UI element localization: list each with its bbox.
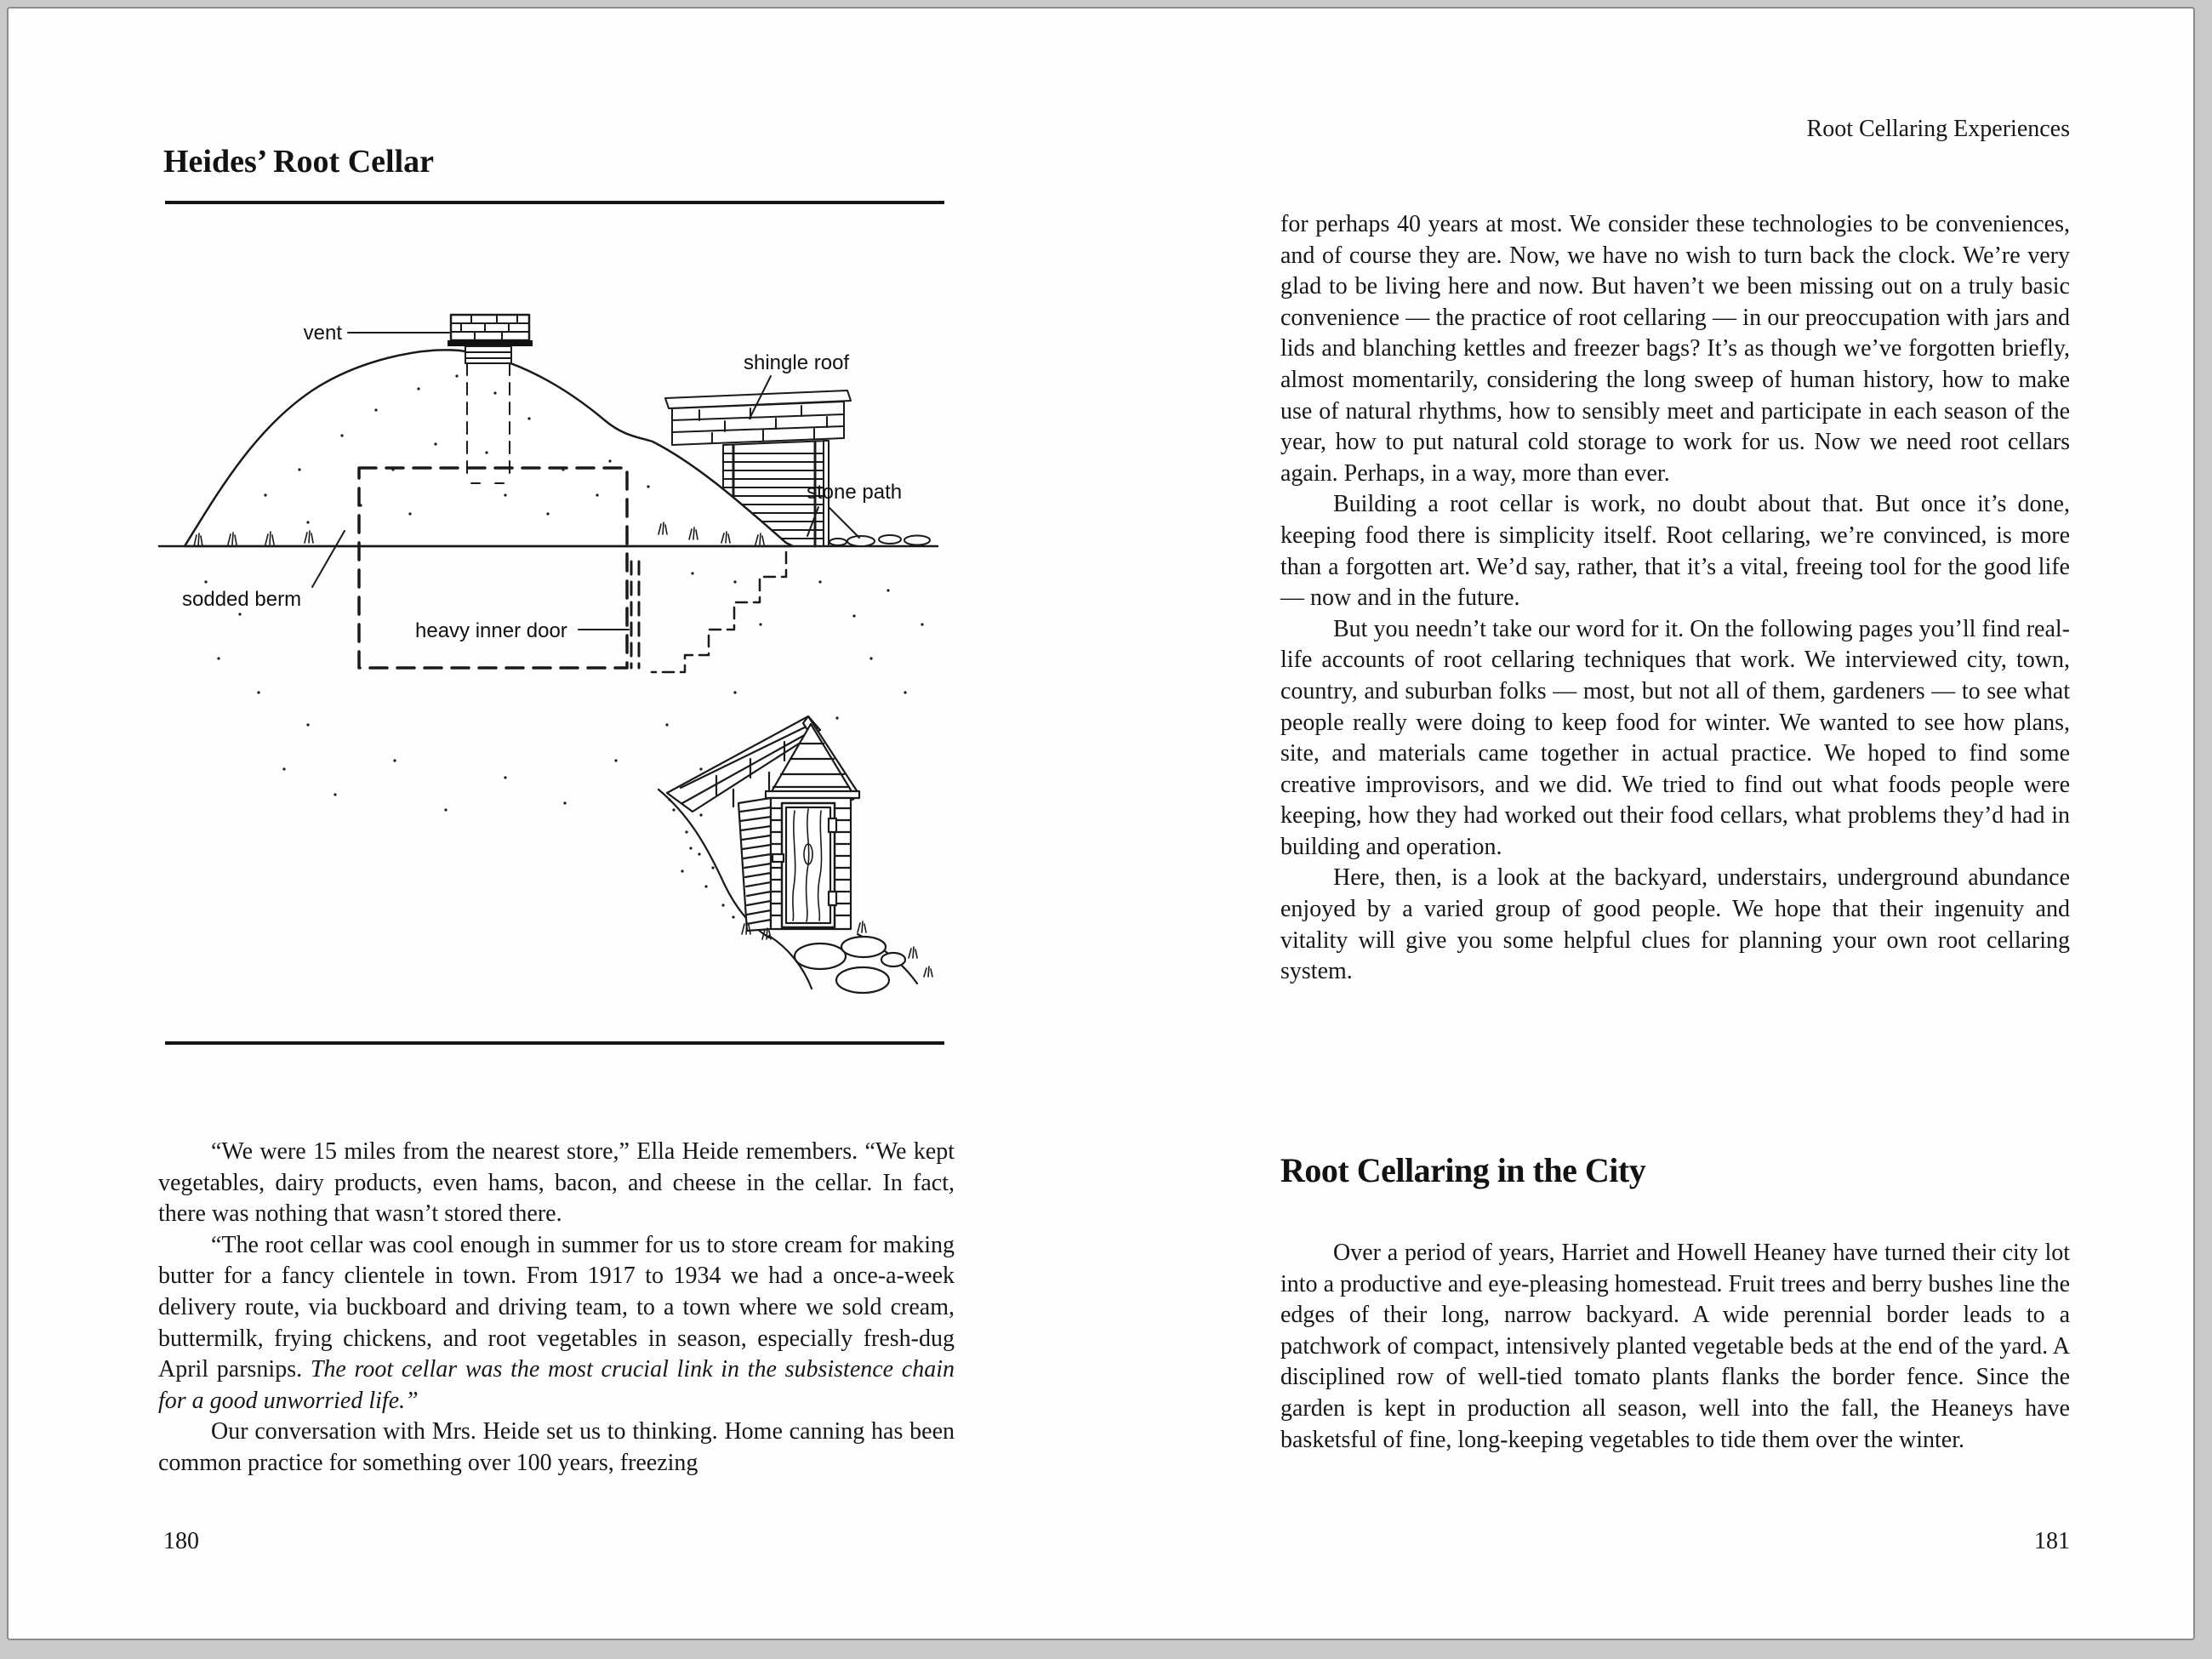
left-page-title: Heides’ Root Cellar: [163, 144, 434, 180]
paragraph: [158, 1230, 955, 1417]
left-page-number: 180: [163, 1528, 199, 1554]
figure-label-stone-path: stone path: [807, 481, 903, 504]
shed-door: [772, 803, 836, 927]
hillside-dots: [670, 800, 733, 917]
figure-label-vent: vent: [303, 322, 342, 345]
paragraph: “We were 15 miles from the nearest store,” Ella Heide remembers. “We kept vegetables, dairy products, even hams, bacon, and cheese in the cellar. In fact, there was nothing that wasn’t stored there.: [158, 1138, 955, 1228]
figure-label-shingle-roof: shingle roof: [744, 351, 850, 374]
figure-label-heavy-inner-door: heavy inner door: [415, 619, 567, 642]
book-spread: [7, 7, 2195, 1640]
left-page: [9, 9, 1103, 1639]
cellar-steps: [652, 552, 786, 672]
figure-label-sodded-berm: sodded berm: [182, 588, 302, 611]
section: [1280, 1150, 2070, 1456]
root-cellar-illustration: [138, 214, 963, 1048]
paragraph: Building a root cellar is work, no doubt about that. But once it’s done, keeping food there is simplicity itself. Root cellaring, we’re convinced, is more than a forgotten art. We’d say, rather, that it’s a vital, freeing tool for the good life — now and in the future.: [1280, 491, 2070, 612]
left-page-body: [158, 1137, 955, 1479]
right-page-number: 181: [2034, 1528, 2070, 1554]
paragraph: for perhaps 40 years at most. We consider these technologies to be conveniences, and of course they are. Now, we have no wish to turn back the clock. We’re very glad to be living here and now. But haven’t we been missing out on a truly basic convenience — the practice of root cellaring — in our preoccupation with jars and lids and blanching kettles and freezer bags? It’s as though we’ve forgotten briefly, almost momentarily, considering the long sweep of human history, how to make use of natural rhythms, how to sensibly meet and participate in each season of the year, how to put natural cold storage to work for us. Now we need root cellars again. Perhaps, in a way, more than ever.: [1280, 211, 2070, 487]
running-header: Root Cellaring Experiences: [1806, 116, 2070, 142]
shed-stone-path: [769, 934, 917, 993]
paragraph: Here, then, is a look at the backyard, understairs, underground abundance enjoyed by a varied group of good people. We hope that their ingenuity and vitality will give you some helpful clues for planning your own root cellaring system.: [1280, 864, 2070, 985]
paragraph: Our conversation with Mrs. Heide set us to thinking. Home canning has been common practice for something over 100 years, freezing: [158, 1418, 955, 1476]
shed-exterior-figure: [658, 716, 932, 993]
right-page: [1103, 9, 2197, 1639]
stone-path-stones: [830, 535, 930, 546]
figure-bottom-rule: [165, 1041, 944, 1045]
sodded-mound: [185, 350, 793, 546]
section-body: [1280, 1238, 2070, 1456]
section-heading: Root Cellaring in the City: [1280, 1151, 1646, 1189]
title-rule: [165, 201, 944, 204]
paragraph: Over a period of years, Harriet and Howell Heaney have turned their city lot into a productive and eye-pleasing homestead. Fruit trees and berry bushes line the edges of their long, narrow backyard. A wide perennial border leads to a patchwork of compact, intensively planted vegetable beds at the end of the yard. A disciplined row of well-tied tomato plants flanks the border fence. Since the garden is kept in production all season, well into the fall, the Heaneys have basketsful of fine, long-keeping vegetables to tide them over the winter.: [1280, 1240, 2070, 1453]
paragraph-text: “The root cellar was cool enough in summer for us to store cream for making butter for a fancy clientele in town. From 1917 to 1934 we had a once-a-week delivery route, via buckboard and driving team, to a town where we sold cream, buttermilk, frying chickens, and root vegetables in season, especially fresh-dug April parsnips.: [158, 1231, 955, 1383]
paragraph-italic-text: The root cellar was the most crucial link in the subsistence chain for a good unworried life.”: [158, 1356, 955, 1414]
paragraph: But you needn’t take our word for it. On the following pages you’ll find real-life accounts of root cellaring techniques that work. We interviewed city, town, country, and suburban folks — most, but not all of them, gardeners — to see what people really were doing to keep food for winter. We wanted to see how plans, site, and materials came together in actual practice. We hoped to find some creative improvisors, and we did. We tried to find out what foods people were keeping, how they had worked out their food cellars, what problems they’d had in building and operation.: [1280, 615, 2070, 860]
right-page-body: [1280, 209, 2070, 988]
inner-door-lines: [631, 562, 639, 668]
